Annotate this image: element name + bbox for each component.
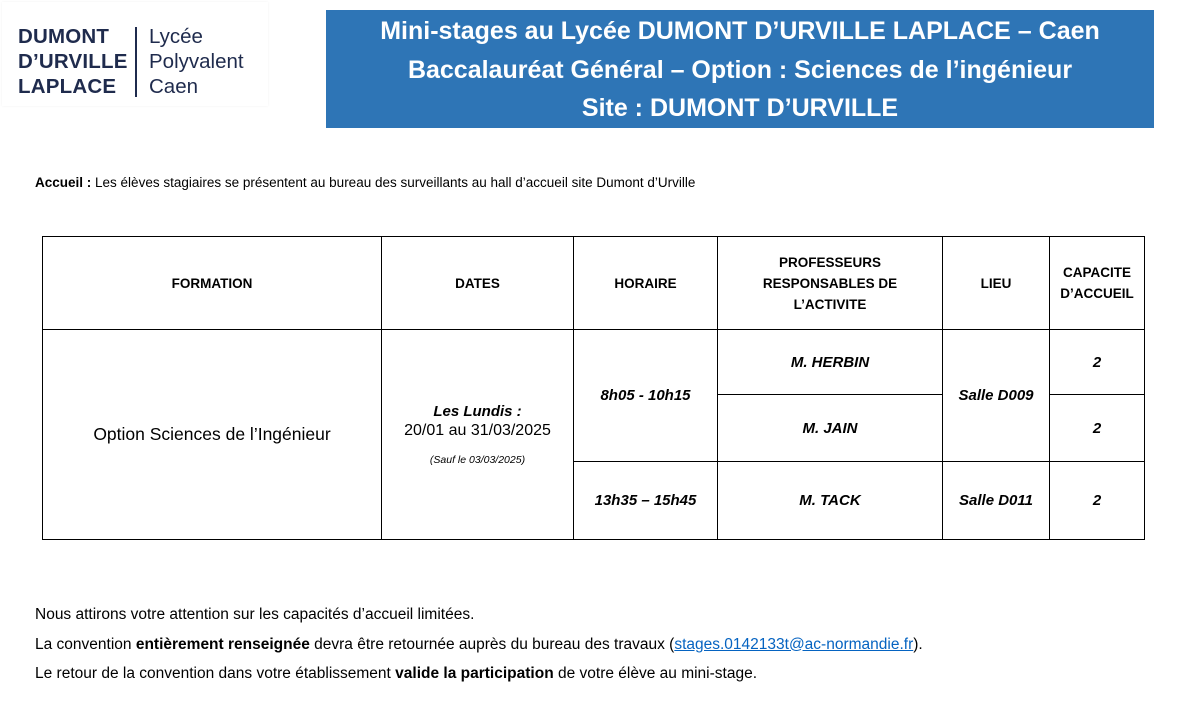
horaire-cell: 8h05 - 10h15 (574, 330, 718, 462)
title-line-3: Site : DUMONT D’URVILLE (581, 94, 899, 122)
reception-info (35, 175, 695, 190)
capacite-cell: 2 (1050, 330, 1145, 395)
lieu-cell: Salle D011 (943, 462, 1050, 540)
header-professeurs (718, 237, 943, 330)
professeur-cell: M. HERBIN (718, 330, 943, 395)
formation-cell: Option Sciences de l’Ingénieur (43, 330, 382, 540)
capacite-cell: 2 (1050, 395, 1145, 462)
schedule-table (42, 236, 1145, 540)
dates-title: Les Lundis : (433, 403, 522, 420)
logo-line: Caen (149, 75, 199, 98)
header-professeurs-line: L’ACTIVITE (793, 296, 867, 312)
reception-text: Les élèves stagiaires se présentent au bureau des surveillants au hall d’accueil site Dumont d’Urville (91, 175, 696, 190)
footer-text: devra être retournée auprès du bureau des travaux ( (309, 635, 675, 653)
footer-line-1: Nous attirons votre attention sur les capacités d’accueil limitées. (35, 606, 475, 623)
logo-line: DUMONT (18, 25, 110, 48)
footer-emphasis: entièrement renseignée (135, 635, 310, 653)
header-lieu: LIEU (943, 237, 1050, 330)
header-dates: DATES (382, 237, 574, 330)
lieu-cell: Salle D009 (943, 330, 1050, 462)
footer-text: Le retour de la convention dans votre établissement (35, 665, 396, 682)
reception-label: Accueil : (35, 175, 92, 190)
school-logo (2, 2, 268, 106)
footer-emphasis: valide la participation (395, 665, 554, 682)
table-row (43, 330, 1145, 395)
header-professeurs-line: PROFESSEURS (778, 254, 882, 270)
footer-text: La convention (35, 635, 136, 653)
title-banner (326, 10, 1154, 128)
logo-line: Polyvalent (149, 50, 244, 73)
footer-line-2 (35, 630, 923, 660)
dates-range: 20/01 au 31/03/2025 (404, 422, 551, 439)
header-capacite-line: D’ACCUEIL (1060, 286, 1134, 301)
logo-line: D’URVILLE (18, 50, 128, 73)
footer-line-3 (35, 659, 923, 689)
table-header-row (43, 237, 1145, 330)
title-line-2: Baccalauréat Général – Option : Sciences de l’ingénieur (407, 55, 1073, 84)
dates-note: (Sauf le 03/03/2025) (429, 454, 526, 466)
logo-line: Lycée (149, 25, 203, 48)
header-horaire: HORAIRE (574, 237, 718, 330)
capacite-cell: 2 (1050, 462, 1145, 540)
logo-subtitle (149, 24, 244, 99)
professeur-cell: M. JAIN (718, 395, 943, 462)
header-capacite (1050, 237, 1145, 330)
header-professeurs-line: RESPONSABLES DE (762, 275, 898, 291)
email-link[interactable]: stages.0142133t@ac-normandie.fr (674, 635, 914, 653)
professeur-cell: M. TACK (718, 462, 943, 540)
header-capacite-line: CAPACITE (1062, 265, 1131, 280)
dates-cell (382, 330, 574, 540)
footer-notes (35, 600, 923, 689)
logo-divider (135, 27, 137, 97)
header-formation: FORMATION (43, 237, 382, 330)
logo-line: LAPLACE (18, 75, 117, 98)
footer-text: ). (913, 635, 923, 653)
title-line-1: Mini-stages au Lycée DUMONT D’URVILLE LAPLACE – Caen (380, 17, 1100, 45)
horaire-cell: 13h35 – 15h45 (574, 462, 718, 540)
logo-wordmark (18, 24, 126, 99)
footer-text: de votre élève au mini-stage. (553, 665, 758, 682)
